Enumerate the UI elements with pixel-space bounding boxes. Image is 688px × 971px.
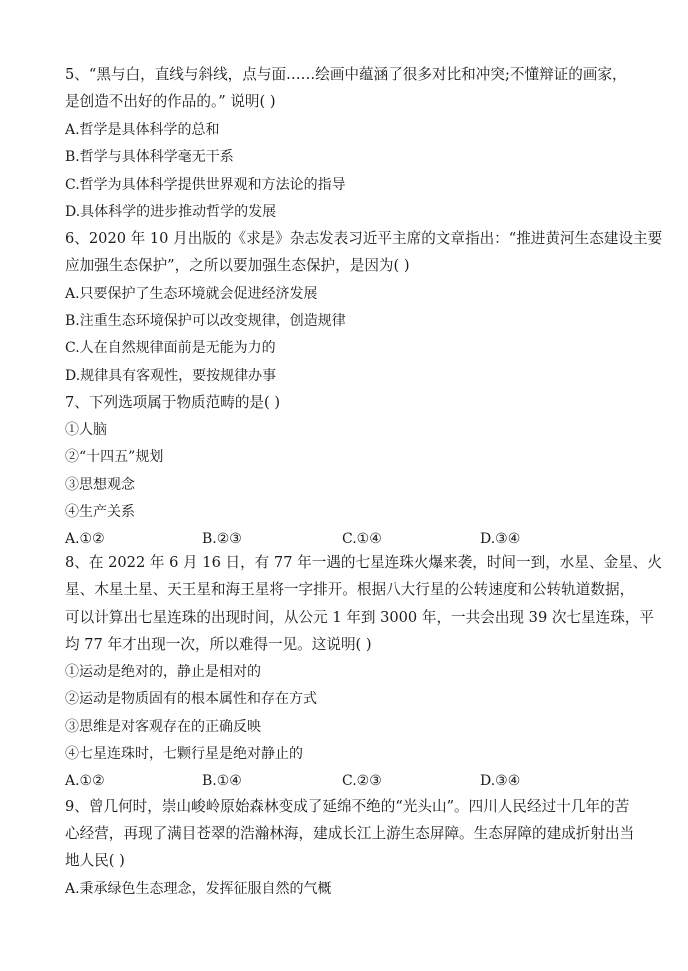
q7-item-1: ①人脑 xyxy=(65,422,107,438)
q5-option-c: C.哲学为具体科学提供世界观和方法论的指导 xyxy=(65,177,346,193)
q8-options-row xyxy=(65,772,625,790)
q7-options-row xyxy=(65,530,625,548)
q6-option-a: A.只要保护了生态环境就会促进经济发展 xyxy=(65,286,318,302)
q9-stem-line1: 9、曾几何时，崇山峻岭原始森林变成了延绵不绝的“光头山”。四川人民经过十几年的苦 xyxy=(65,798,630,815)
q7-option-d: D.③④ xyxy=(480,531,521,547)
q5-option-d: D.具体科学的进步推动哲学的发展 xyxy=(65,204,277,220)
q5-stem-line1: 5、“黑与白，直线与斜线，点与面……绘画中蕴涵了很多对比和冲突;不懂辩证的画家， xyxy=(65,66,627,83)
q8-item-2: ②运动是物质固有的根本属性和存在方式 xyxy=(65,691,317,707)
q5-option-b: B.哲学与具体科学毫无干系 xyxy=(65,149,234,165)
q6-option-c: C.人在自然规律面前是无能为力的 xyxy=(65,340,276,356)
q7-option-b: B.②③ xyxy=(202,531,242,547)
q6-stem-line2: 应加强生态保护”，之所以要加强生态保护，是因为( ) xyxy=(65,257,410,274)
q7-item-2: ②“十四五”规划 xyxy=(65,449,164,465)
q8-stem-line3: 可以计算出七星连珠的出现时间，从公元 1 年到 3000 年，一共会出现 39 次七星连珠，平 xyxy=(65,609,655,626)
q8-option-d: D.③④ xyxy=(480,773,521,789)
q9-stem-line2: 心经营，再现了满目苍翠的浩瀚林海，建成长江上游生态屏障。生态屏障的建成折射出当 xyxy=(65,825,635,842)
q6-stem-line1: 6、2020 年 10 月出版的《求是》杂志发表习近平主席的文章指出：“推进黄河生态建设主要 xyxy=(65,230,663,247)
q6-option-b: B.注重生态环境保护可以改变规律，创造规律 xyxy=(65,313,346,329)
q8-option-a: A.①② xyxy=(65,773,105,789)
q8-item-3: ③思维是对客观存在的正确反映 xyxy=(65,719,261,735)
q7-option-a: A.①② xyxy=(65,531,105,547)
q7-item-3: ③思想观念 xyxy=(65,477,135,493)
q8-stem-line1: 8、在 2022 年 6 月 16 日，有 77 年一遇的七星连珠火爆来袭，时间一到，水星、金星、火 xyxy=(65,554,662,571)
q8-item-1: ①运动是绝对的，静止是相对的 xyxy=(65,664,261,680)
q5-option-a: A.哲学是具体科学的总和 xyxy=(65,122,220,138)
q8-option-b: B.①④ xyxy=(202,773,242,789)
q5-stem-line2: 是创造不出好的作品的。” 说明( ) xyxy=(65,93,276,110)
q7-stem-line1: 7、下列选项属于物质范畴的是( ) xyxy=(65,394,281,411)
q9-stem-line3: 地人民( ) xyxy=(65,852,125,869)
q8-stem-line2: 星、木星土星、天王星和海王星将一字排开。根据八大行星的公转速度和公转轨道数据， xyxy=(65,581,635,598)
q6-option-d: D.规律具有客观性，要按规律办事 xyxy=(65,368,277,384)
q7-option-c: C.①④ xyxy=(342,531,382,547)
q8-option-c: C.②③ xyxy=(342,773,382,789)
q9-option-a: A.秉承绿色生态理念，发挥征服自然的气概 xyxy=(65,881,332,897)
q7-item-4: ④生产关系 xyxy=(65,504,135,520)
q8-item-4: ④七星连珠时，七颗行星是绝对静止的 xyxy=(65,746,303,762)
q8-stem-line4: 均 77 年才出现一次，所以难得一见。这说明( ) xyxy=(65,636,372,653)
